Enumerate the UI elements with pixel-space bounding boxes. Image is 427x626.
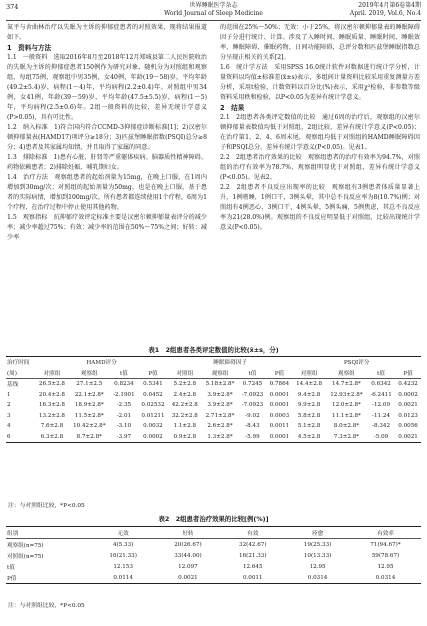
table2-cell: 19(25.33) (303, 541, 332, 548)
journal-title-cn: 世界睡眠医学杂志 (189, 2, 238, 9)
table1-cell: 1.3±2.8* (202, 432, 239, 443)
paragraph: 1.3 排除标准 1)患有心脏、肝肾等严重躯体疾病、脑器质性精神障碍、药物依赖患者；2)排除妊娠、哺乳期妇女。 (7, 154, 207, 171)
table1-cell: 0.0003 (269, 412, 290, 419)
table2-cell: 32(42.67) (239, 541, 267, 548)
table1-subheader: P值 (267, 368, 293, 379)
table2-note: 注：与对照组比较，*P<0.05 (8, 603, 85, 609)
table1-cell: 12.0±2.8* (332, 402, 361, 409)
table1-cell: 6.3±2.8 (35, 432, 69, 443)
table1-cell: 42.2±2.8 (171, 402, 198, 409)
table-row (6, 550, 421, 561)
table1-cell: 3.9±2.8* (207, 391, 233, 398)
table1-time-cell: 基线 (7, 382, 19, 389)
table1-cell: 0.0002 (138, 432, 168, 443)
table1-cell: 0.0452 (143, 391, 163, 398)
table1-cell: 5.18±2.8* (205, 381, 235, 388)
table1-cell: 0.4232 (398, 381, 418, 388)
table1-subheader: 对照组 (292, 368, 326, 379)
table1-cell: 3.9±2.8* (207, 402, 233, 409)
paragraph: 的范围在25%～50%；无效：小于25%。将汉密尔顿抑郁量表的睡眠障碍因子分进行统计、计算。涉及了入睡时间、睡眠质量、睡眠时间、睡眠效率、睡眠障碍、催眠药物、日间功能障碍，总评分数和匹兹堡睡眠指数总分呈现正相关的关系[2]。 (220, 24, 420, 61)
table1-cell: 2.4±2.8 (173, 391, 197, 398)
table1-cell: 0.01211 (141, 412, 165, 419)
table1-time-cell: 3 (7, 412, 11, 419)
table2-cell: 71(94.67)* (370, 541, 401, 548)
paragraph: 2.2 2组患者治疗效果的比较 观察组患者的治疗有效率为94.7%，对照组的治疗有效率为78.7%，观察组明显优于对照组，差异有统计学意义(P<0.05)。见表2。 (220, 154, 420, 181)
table1-cell: -7.0923 (241, 402, 264, 409)
table1-cell: 0.0011 (269, 423, 290, 430)
table1-cell: -7.0923 (241, 391, 264, 398)
paragraph: 1.6 统计学方法 采用SPSS 16.0统计软件对数据进行统计学分析，计量资料以均值±标准差(x̄±s)表示，多组间计量资料比较采用重复测量方差分析，采用t检验，计数资料以百分比(%)表示，采用χ²检验，非参数等级资料采用秩和检验，以P<0.05为差异有统计学意义。 (220, 64, 420, 101)
table1-subheader: t值 (238, 368, 266, 379)
paragraph: 1.5 观察指标 抗抑郁疗效评定标准主要是汉密尔顿抑郁量表评分的减少率；减少率超过75%；有效：减少率的范围在50%～75%之间；好转：减少率 (7, 214, 207, 241)
table2-cell: 12.097 (178, 563, 198, 570)
table1-group-hamd: HAMD评分 (35, 357, 168, 368)
table2-header-cell: 组别 (6, 527, 91, 539)
table2-cell: P值 (6, 572, 91, 584)
table1-cell: -5.09 (367, 432, 395, 443)
table2-cell: 0.0314 (350, 572, 421, 584)
table1-cell: 0.0001 (267, 432, 293, 443)
table1-cell: -8.342 (372, 423, 390, 430)
table1-subheader: P值 (138, 368, 168, 379)
left-column (7, 23, 207, 243)
table1-cell: -2.1901 (113, 391, 135, 398)
table1-cell: -5.99 (238, 432, 266, 443)
table1-cell: 4.5±2.8 (292, 432, 326, 443)
table2-header-cell: 痊愈 (285, 527, 350, 539)
table1-subheader: P值 (395, 368, 421, 379)
table2-cell: 0.0021 (156, 572, 221, 584)
table1-cell: 0.0021 (395, 432, 421, 443)
section-heading: 1 资料与方法 (7, 44, 52, 52)
table-row (6, 421, 421, 432)
page-header (6, 2, 421, 20)
table1-cell: 5.1±2.8 (297, 423, 321, 430)
table1-time-cell: 4 (7, 423, 11, 430)
table2 (6, 526, 421, 584)
table1-cell: 10.42±2.8* (73, 423, 106, 430)
table1-group-psqi: PSQI评分 (292, 357, 421, 368)
table2-cell: 12.153 (113, 563, 133, 570)
table1-cell: -9.02 (245, 412, 260, 419)
table1-cell: 13.2±2.8 (38, 412, 65, 419)
table2-cell: 20(26.67) (174, 541, 202, 548)
table1-cell: 1.1±2.8 (173, 423, 197, 430)
table1-subheader: t值 (110, 368, 138, 379)
table2-cell: 10(13.33) (303, 552, 332, 559)
paragraph: 2.2 2组患者不良反应出现率的比较 观察组有3例患者体质量显著上升，1例嗜睡，1例口干，3例头晕，其中总不良反应率为8(10.7%)例；对照组有4例恶心，3例口干，4例头晕，5例头痛，5例焦虑，其总不良反应率为21(28.0%)例。观察组的不良反应明显低于对照组，比较出现统计学意义(P<0.05)。 (220, 184, 420, 231)
table2-header-cell: 好转 (156, 527, 221, 539)
table1-subheader: t值 (367, 368, 395, 379)
table1-cell: 32.2±2.8 (171, 412, 198, 419)
table1-cell: -8.43 (245, 423, 260, 430)
table1-cell: 14.4±2.8 (296, 381, 323, 388)
table1-cell: -2.01 (116, 412, 132, 419)
table1-time-cell: 6 (6, 432, 35, 443)
table1-caption: 表1 2组患者各类评定数值的比较(x̄±s，分) (148, 346, 279, 354)
table1-cell: 0.0001 (269, 402, 290, 409)
table1-cell: 0.0002 (398, 391, 418, 398)
table1-cell: 9.4±2.8 (297, 391, 321, 398)
issue-info (350, 2, 421, 17)
table2-cell: 59(78.67) (371, 552, 400, 559)
table1-cell: 8.7±2.8* (69, 432, 110, 443)
table1-cell: 0.0032 (143, 423, 163, 430)
table1-cell: 0.0056 (398, 423, 418, 430)
table1-time-cell: 2 (7, 402, 11, 409)
table2-cell: 0.0314 (285, 572, 350, 584)
paragraph: 2.1 2组患者各类评定数值的比较 通过6周的治疗后，观察组的汉密尔顿抑郁量表数值均低于对照组，2组比较，差异有统计学意义(P<0.05)；在治疗第1、2、4、6周末尾，观察组均低于对照组的HAMD睡眠障碍因子和PSQI总分，差异有统计学意义(P<0.05)。见表1。 (220, 114, 420, 151)
table1-subheader: 对照组 (35, 368, 69, 379)
table1-cell: -2.35 (116, 402, 132, 409)
table1-cell: 22.1±2.8* (74, 391, 104, 398)
table-row (6, 379, 421, 390)
table1-cell: 0.7245 (242, 381, 263, 388)
table2-cell: 12.95 (309, 563, 326, 570)
table1-note: 注：与对照组比较，*P<0.05 (8, 503, 85, 509)
table1-group-sleep: 睡眠障碍因子 (168, 357, 292, 368)
table1-cell: 0.7864 (269, 381, 290, 388)
table1-cell: -6.2411 (370, 391, 392, 398)
issue-cn: 2019年4月第6卷第4期 (358, 2, 421, 9)
table1-cell: 20.4±2.8 (38, 391, 65, 398)
header-rule (6, 20, 421, 21)
table2-cell: 16(21.33) (109, 552, 137, 559)
table2-caption: 表2 2组患者治疗效果的比较[例(%)] (158, 515, 269, 523)
table1-subheader: 对照组 (168, 368, 202, 379)
table2-header-cell: 有效 (220, 527, 285, 539)
table-row (6, 539, 421, 551)
table1-cell: 0.0021 (398, 402, 418, 409)
table1-cell: 0.6342 (371, 381, 391, 388)
table1-subheader: 观察组 (69, 368, 110, 379)
table2-cell: t值 (7, 564, 15, 571)
table2-cell: 对照组(n=75) (7, 553, 44, 560)
issue-en: April. 2019, Vol.6, No.4 (349, 9, 421, 17)
table1-cell: -3.97 (110, 432, 138, 443)
table1-cell: 8.0±2.8* (333, 423, 360, 430)
table1-cell: 0.0123 (398, 412, 418, 419)
table1-cell: 11.1±2.8* (332, 412, 361, 419)
table2-header-cell: 无效 (91, 527, 156, 539)
table2-header-row (6, 527, 421, 539)
table-row (6, 411, 421, 422)
table1-cell: -12.09 (372, 402, 390, 409)
table2-cell: 16(21.33) (239, 552, 267, 559)
table1-cell: 5.2±2.8 (173, 381, 197, 388)
paragraph: 氮平与舍曲林治疗以失眠为主诉的抑郁症患者的对照效果，现将结果报道如下。 (7, 24, 207, 41)
right-column (220, 23, 420, 233)
table1-cell: 26.5±2.8 (38, 381, 65, 388)
table1-time-unit: (周) (6, 368, 35, 379)
table1-cell: 18.9±2.8* (74, 402, 104, 409)
table1 (6, 356, 421, 443)
paragraph: 1.4 治疗方法 观察组患者的起始剂量为15mg，在晚上口服，在1周内增加到30mg/次；对照组的起始剂量为50mg，也是在晚上口服，基于患者的实际病情，增加到100mg/次。所有患者都连续使用1个疗程，6周为1个疗程，在治疗过程中停止使用其他药物。 (7, 174, 207, 211)
table2-cell: 观察组(n=75) (7, 542, 44, 549)
table2-cell: 0.0011 (220, 572, 285, 584)
table-row (6, 400, 421, 411)
paragraph: 1.1 一般资料 选取2016年8月至2018年12月郑城县第二人民医院收治的失眠为主诉的抑郁症患者150例作为研究对象，随机分为对照组和观察组，每组75例，观察组中男35例，女40例，年龄(19～58)岁，平均年龄(49.2±5.4)岁，病程(1～4)年，平均病程(2.2±0.4)年。对照组中男34例，女41例，年龄(39～59)岁，平均年龄(47.5±5.5)岁，病程(1～5)年，平均病程(2.5±0.6)年。2组一般资料的比较，差异无统计学意义(P>0.05)，具有可比性。 (7, 54, 207, 121)
table1-cell: 0.02532 (141, 402, 165, 409)
table2-cell: 12.645 (242, 563, 263, 570)
table1-cell: 2.6±2.8* (207, 423, 233, 430)
table2-header-cell: 有效率 (350, 527, 421, 539)
table1-subheader: 观察组 (202, 368, 239, 379)
table1-subheader: 观察组 (326, 368, 367, 379)
table2-cell: 33(44.00) (174, 552, 202, 559)
table1-cell: -11.24 (372, 412, 390, 419)
table1-cell: 0.0001 (269, 391, 290, 398)
table1-cell: 7.6±2.8 (40, 423, 64, 430)
journal-title-en: World Journal of Sleep Medicine (164, 9, 263, 17)
table1-cell: 16.3±2.8 (38, 402, 65, 409)
section-heading: 2 结果 (220, 104, 245, 112)
table1-cell: 2.71±2.8* (205, 412, 235, 419)
table1-cell: 27.1±2.5 (76, 381, 103, 388)
table2-cell: 0.0114 (91, 572, 156, 584)
table1-cell: 0.9±2.8 (168, 432, 202, 443)
table1-cell: 0.8234 (114, 381, 134, 388)
table1-cell: 9.9±2.8 (297, 402, 321, 409)
paragraph: 1.2 纳入标准 1)符合国内符合CCMD-3抑郁症诊断标准[1]；2)汉密尔顿抑郁量表(HAMD17)项评分≥18分；3)匹兹堡睡眠指数(PSQI)总分≥8分；4)患者及其家属均知情，并且取得了家属的同意。 (7, 124, 207, 151)
table1-time-cell: 1 (7, 391, 11, 398)
table1-cell: 5.8±2.8 (297, 412, 321, 419)
table-row (6, 572, 421, 584)
table1-cell: 0.5341 (143, 381, 163, 388)
table1-cell: 11.5±2.8* (74, 412, 104, 419)
table-row (6, 390, 421, 401)
table-row (6, 432, 421, 443)
table2-cell: 12.95 (377, 563, 394, 570)
table1-time-header: 治疗时间 (6, 357, 35, 368)
page-number: 374 (6, 3, 19, 11)
table1-cell: 14.7±2.8* (332, 381, 361, 388)
table1-cell: 12.93±2.8* (330, 391, 363, 398)
table1-cell: 7.3±2.8* (326, 432, 367, 443)
table-row (6, 561, 421, 572)
table2-cell: 4(5.33) (112, 541, 134, 548)
table1-cell: -3.10 (116, 423, 132, 430)
